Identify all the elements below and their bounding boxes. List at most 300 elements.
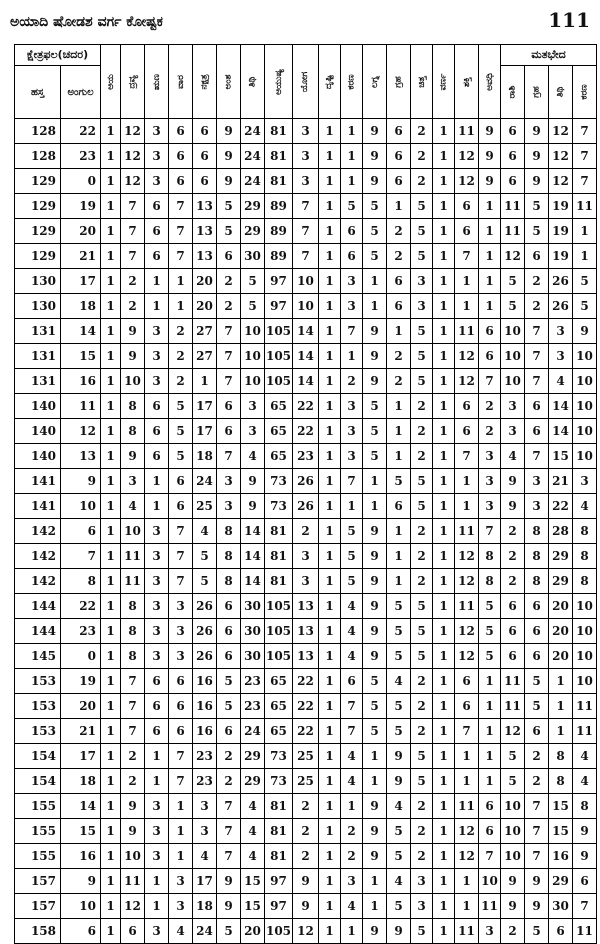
table-cell: 23 — [193, 769, 217, 794]
table-cell: 141 — [15, 469, 61, 494]
table-cell: 3 — [341, 444, 363, 469]
table-cell: 15 — [61, 344, 101, 369]
table-cell: 2 — [217, 294, 241, 319]
table-cell: 5 — [217, 669, 241, 694]
table-cell: 2 — [411, 569, 433, 594]
table-cell: 2 — [501, 519, 525, 544]
table-row — [15, 119, 597, 144]
table-cell: 1 — [433, 394, 455, 419]
table-cell: 9 — [217, 894, 241, 919]
table-cell: 29 — [241, 194, 265, 219]
table-cell: 81 — [265, 544, 293, 569]
table-cell: 1 — [433, 194, 455, 219]
table-cell: 2 — [217, 744, 241, 769]
table-cell: 24 — [193, 919, 217, 944]
table-cell: 9 — [363, 519, 387, 544]
table-cell: 3 — [241, 419, 265, 444]
table-cell: 7 — [169, 194, 193, 219]
table-row — [15, 494, 597, 519]
table-cell: 1 — [479, 719, 501, 744]
table-cell: 2 — [411, 119, 433, 144]
table-cell: 9 — [501, 894, 525, 919]
table-cell: 8 — [121, 619, 145, 644]
table-cell: 1 — [101, 844, 121, 869]
table-cell: 9 — [363, 819, 387, 844]
table-cell: 3 — [479, 494, 501, 519]
table-cell: 97 — [265, 269, 293, 294]
table-cell: 30 — [241, 594, 265, 619]
table-cell: 14 — [293, 369, 319, 394]
table-cell: 4 — [341, 619, 363, 644]
table-cell: 7 — [169, 769, 193, 794]
table-cell: 9 — [387, 744, 411, 769]
table-cell: 1 — [363, 469, 387, 494]
table-row — [15, 869, 597, 894]
table-cell: 97 — [265, 894, 293, 919]
table-cell: 4 — [573, 744, 597, 769]
table-cell: 1 — [101, 144, 121, 169]
table-cell: 6 — [145, 669, 169, 694]
table-cell: 3 — [121, 469, 145, 494]
table-cell: 12 — [455, 144, 479, 169]
table-cell: 5 — [525, 919, 549, 944]
table-cell: 9 — [525, 144, 549, 169]
table-cell: 10 — [573, 444, 597, 469]
table-cell: 10 — [241, 369, 265, 394]
table-cell: 1 — [433, 844, 455, 869]
table-cell: 7 — [341, 719, 363, 744]
table-cell: 1 — [319, 919, 341, 944]
table-cell: 9 — [241, 469, 265, 494]
table-cell: 7 — [341, 469, 363, 494]
table-cell: 5 — [341, 519, 363, 544]
table-row — [15, 544, 597, 569]
table-cell: 6 — [217, 419, 241, 444]
table-cell: 5 — [525, 194, 549, 219]
table-cell: 5 — [387, 894, 411, 919]
table-cell: 3 — [549, 344, 573, 369]
table-cell: 12 — [455, 569, 479, 594]
table-cell: 5 — [363, 394, 387, 419]
table-cell: 9 — [573, 844, 597, 869]
table-cell: 3 — [341, 419, 363, 444]
table-cell: 3 — [293, 569, 319, 594]
table-cell: 1 — [193, 369, 217, 394]
table-row — [15, 519, 597, 544]
table-cell: 30 — [241, 244, 265, 269]
table-cell: 3 — [293, 169, 319, 194]
table-cell: 4 — [341, 594, 363, 619]
table-cell: 18 — [61, 294, 101, 319]
table-cell: 7 — [217, 319, 241, 344]
table-cell: 1 — [101, 919, 121, 944]
table-cell: 1 — [101, 444, 121, 469]
table-row — [15, 394, 597, 419]
table-cell: 3 — [145, 594, 169, 619]
table-cell: 2 — [411, 519, 433, 544]
table-cell: 6 — [217, 394, 241, 419]
table-cell: 1 — [387, 419, 411, 444]
table-cell: 26 — [193, 619, 217, 644]
matabheda-group-header: ಮತಭೇದ — [501, 45, 597, 66]
table-cell: 1 — [455, 869, 479, 894]
table-cell: 22 — [293, 694, 319, 719]
table-cell: 13 — [61, 444, 101, 469]
table-cell: 12 — [549, 119, 573, 144]
table-cell: 4 — [121, 494, 145, 519]
table-cell: 1 — [319, 594, 341, 619]
table-cell: 12 — [501, 244, 525, 269]
table-row — [15, 269, 597, 294]
aayadi-table — [14, 44, 597, 944]
table-row — [15, 219, 597, 244]
table-cell: 1 — [145, 294, 169, 319]
table-cell: 12 — [455, 369, 479, 394]
table-cell: 5 — [387, 619, 411, 644]
table-cell: 18 — [193, 444, 217, 469]
table-cell: 1 — [101, 894, 121, 919]
table-cell: 5 — [363, 719, 387, 744]
table-cell: 3 — [169, 619, 193, 644]
table-cell: 154 — [15, 769, 61, 794]
table-cell: 1 — [455, 469, 479, 494]
table-cell: 1 — [319, 494, 341, 519]
table-cell: 16 — [193, 694, 217, 719]
table-cell: 7 — [217, 794, 241, 819]
table-cell: 16 — [61, 369, 101, 394]
table-cell: 3 — [169, 869, 193, 894]
table-cell: 5 — [501, 269, 525, 294]
table-cell: 17 — [193, 869, 217, 894]
table-cell: 5 — [363, 219, 387, 244]
table-cell: 128 — [15, 144, 61, 169]
table-body — [15, 119, 597, 944]
table-cell: 129 — [15, 219, 61, 244]
table-cell: 4 — [241, 794, 265, 819]
table-cell: 1 — [433, 244, 455, 269]
table-cell: 1 — [101, 319, 121, 344]
table-cell: 1 — [433, 819, 455, 844]
table-cell: 1 — [101, 719, 121, 744]
table-cell: 1 — [455, 294, 479, 319]
table-cell: 140 — [15, 444, 61, 469]
table-cell: 1 — [169, 294, 193, 319]
table-cell: 6 — [169, 469, 193, 494]
table-cell: 1 — [101, 869, 121, 894]
table-cell: 10 — [573, 369, 597, 394]
table-cell: 2 — [169, 319, 193, 344]
table-row — [15, 919, 597, 944]
table-cell: 17 — [193, 419, 217, 444]
table-cell: 1 — [479, 194, 501, 219]
table-cell: 2 — [387, 244, 411, 269]
table-cell: 19 — [61, 194, 101, 219]
table-cell: 6 — [455, 394, 479, 419]
table-cell: 1 — [101, 194, 121, 219]
table-cell: 2 — [411, 419, 433, 444]
table-cell: 6 — [145, 444, 169, 469]
table-cell: 1 — [319, 519, 341, 544]
table-cell: 8 — [217, 519, 241, 544]
table-cell: 1 — [341, 794, 363, 819]
table-cell: 7 — [479, 369, 501, 394]
table-cell: 9 — [217, 144, 241, 169]
table-cell: 9 — [387, 769, 411, 794]
table-cell: 7 — [525, 369, 549, 394]
table-row — [15, 769, 597, 794]
table-cell: 3 — [145, 794, 169, 819]
table-cell: 1 — [573, 244, 597, 269]
table-cell: 5 — [387, 644, 411, 669]
table-cell: 5 — [387, 844, 411, 869]
table-cell: 3 — [193, 819, 217, 844]
table-cell: 7 — [169, 744, 193, 769]
table-row — [15, 369, 597, 394]
table-cell: 5 — [411, 769, 433, 794]
table-cell: 24 — [193, 469, 217, 494]
table-cell: 9 — [573, 319, 597, 344]
table-cell: 8 — [121, 394, 145, 419]
table-cell: 9 — [363, 544, 387, 569]
table-cell: 1 — [455, 894, 479, 919]
table-cell: 16 — [61, 844, 101, 869]
table-cell: 2 — [411, 794, 433, 819]
table-cell: 7 — [169, 244, 193, 269]
table-cell: 7 — [217, 369, 241, 394]
table-cell: 1 — [479, 669, 501, 694]
table-cell: 1 — [433, 569, 455, 594]
table-cell: 20 — [549, 644, 573, 669]
table-cell: 1 — [319, 169, 341, 194]
table-cell: 4 — [241, 819, 265, 844]
table-cell: 12 — [61, 419, 101, 444]
table-row — [15, 294, 597, 319]
table-cell: 2 — [217, 269, 241, 294]
table-row — [15, 344, 597, 369]
table-cell: 12 — [121, 894, 145, 919]
table-cell: 26 — [293, 469, 319, 494]
table-cell: 1 — [341, 494, 363, 519]
table-cell: 3 — [193, 794, 217, 819]
table-cell: 4 — [341, 644, 363, 669]
table-cell: 7 — [217, 844, 241, 869]
table-cell: 4 — [193, 519, 217, 544]
table-cell: 10 — [121, 519, 145, 544]
table-cell: 3 — [411, 294, 433, 319]
table-cell: 1 — [169, 794, 193, 819]
table-cell: 3 — [145, 319, 169, 344]
table-cell: 3 — [145, 169, 169, 194]
table-cell: 29 — [241, 744, 265, 769]
table-cell: 3 — [341, 869, 363, 894]
table-cell: 1 — [433, 469, 455, 494]
table-cell: 6 — [341, 219, 363, 244]
table-cell: 22 — [293, 669, 319, 694]
table-cell: 6 — [145, 719, 169, 744]
table-cell: 1 — [433, 219, 455, 244]
table-cell: 9 — [363, 344, 387, 369]
table-cell: 12 — [455, 844, 479, 869]
table-cell: 24 — [241, 169, 265, 194]
table-cell: 9 — [363, 919, 387, 944]
table-cell: 1 — [433, 444, 455, 469]
table-cell: 13 — [193, 194, 217, 219]
table-cell: 131 — [15, 344, 61, 369]
table-cell: 1 — [341, 144, 363, 169]
table-cell: 6 — [121, 919, 145, 944]
table-cell: 5 — [411, 469, 433, 494]
table-cell: 6 — [525, 719, 549, 744]
table-cell: 9 — [525, 119, 549, 144]
table-cell: 65 — [265, 669, 293, 694]
table-cell: 6 — [387, 144, 411, 169]
table-cell: 18 — [193, 894, 217, 919]
table-cell: 1 — [319, 744, 341, 769]
table-cell: 6 — [145, 194, 169, 219]
table-cell: 9 — [363, 619, 387, 644]
table-cell: 140 — [15, 419, 61, 444]
table-cell: 7 — [121, 194, 145, 219]
table-cell: 2 — [293, 794, 319, 819]
table-cell: 6 — [501, 644, 525, 669]
table-cell: 7 — [169, 544, 193, 569]
table-cell: 1 — [101, 219, 121, 244]
table-cell: 3 — [145, 344, 169, 369]
table-cell: 11 — [455, 119, 479, 144]
table-cell: 24 — [241, 144, 265, 169]
table-cell: 1 — [319, 369, 341, 394]
table-cell: 2 — [411, 669, 433, 694]
table-cell: 142 — [15, 519, 61, 544]
table-cell: 128 — [15, 119, 61, 144]
table-cell: 6 — [525, 619, 549, 644]
table-cell: 73 — [265, 469, 293, 494]
table-cell: 22 — [61, 594, 101, 619]
table-cell: 153 — [15, 669, 61, 694]
table-cell: 9 — [363, 644, 387, 669]
table-cell: 17 — [193, 394, 217, 419]
table-cell: 1 — [479, 694, 501, 719]
table-cell: 5 — [193, 544, 217, 569]
table-cell: 89 — [265, 244, 293, 269]
table-cell: 157 — [15, 894, 61, 919]
table-cell: 1 — [433, 669, 455, 694]
table-cell: 81 — [265, 569, 293, 594]
table-row — [15, 419, 597, 444]
table-cell: 1 — [145, 869, 169, 894]
table-cell: 129 — [15, 244, 61, 269]
table-cell: 3 — [145, 844, 169, 869]
table-cell: 81 — [265, 819, 293, 844]
table-cell: 158 — [15, 919, 61, 944]
table-cell: 10 — [501, 819, 525, 844]
table-cell: 26 — [549, 269, 573, 294]
table-cell: 8 — [549, 769, 573, 794]
table-cell: 5 — [411, 919, 433, 944]
table-cell: 1 — [433, 144, 455, 169]
table-cell: 11 — [61, 394, 101, 419]
table-cell: 5 — [169, 444, 193, 469]
table-cell: 5 — [411, 319, 433, 344]
table-cell: 24 — [241, 719, 265, 744]
table-cell: 24 — [241, 119, 265, 144]
table-cell: 6 — [501, 594, 525, 619]
table-cell: 65 — [265, 419, 293, 444]
table-cell: 12 — [455, 344, 479, 369]
table-cell: 7 — [455, 719, 479, 744]
table-cell: 16 — [193, 719, 217, 744]
table-cell: 13 — [293, 594, 319, 619]
table-cell: 65 — [265, 394, 293, 419]
table-cell: 27 — [193, 319, 217, 344]
table-cell: 81 — [265, 519, 293, 544]
table-cell: 155 — [15, 794, 61, 819]
table-cell: 142 — [15, 569, 61, 594]
table-cell: 2 — [121, 269, 145, 294]
table-cell: 23 — [241, 694, 265, 719]
table-cell: 2 — [411, 844, 433, 869]
table-cell: 6 — [217, 644, 241, 669]
table-cell: 14 — [241, 569, 265, 594]
table-cell: 26 — [193, 594, 217, 619]
table-cell: 5 — [387, 719, 411, 744]
table-cell: 29 — [549, 544, 573, 569]
table-cell: 3 — [145, 144, 169, 169]
table-cell: 2 — [169, 344, 193, 369]
table-cell: 1 — [101, 544, 121, 569]
col-header-aya: ಆಯ — [101, 45, 121, 119]
table-cell: 130 — [15, 294, 61, 319]
table-cell: 7 — [525, 319, 549, 344]
table-cell: 1 — [319, 394, 341, 419]
col-header-nakshatra: ನಕ್ಷತ್ರ — [193, 45, 217, 119]
table-cell: 26 — [549, 294, 573, 319]
table-cell: 131 — [15, 369, 61, 394]
table-cell: 11 — [455, 519, 479, 544]
table-cell: 21 — [61, 244, 101, 269]
table-cell: 1 — [319, 294, 341, 319]
table-cell: 3 — [145, 919, 169, 944]
table-cell: 14 — [241, 544, 265, 569]
table-row — [15, 194, 597, 219]
table-cell: 89 — [265, 219, 293, 244]
table-cell: 6 — [573, 869, 597, 894]
table-cell: 8 — [525, 569, 549, 594]
table-cell: 8 — [121, 594, 145, 619]
table-cell: 23 — [193, 744, 217, 769]
table-cell: 7 — [573, 169, 597, 194]
table-cell: 1 — [433, 294, 455, 319]
table-cell: 1 — [433, 269, 455, 294]
table-cell: 6 — [525, 594, 549, 619]
table-row — [15, 794, 597, 819]
table-cell: 3 — [501, 394, 525, 419]
table-cell: 2 — [479, 394, 501, 419]
table-cell: 10 — [573, 619, 597, 644]
table-cell: 6 — [169, 494, 193, 519]
table-cell: 2 — [525, 769, 549, 794]
table-cell: 5 — [411, 194, 433, 219]
table-cell: 5 — [363, 244, 387, 269]
table-cell: 1 — [101, 344, 121, 369]
table-cell: 1 — [319, 544, 341, 569]
table-cell: 105 — [265, 319, 293, 344]
table-cell: 6 — [479, 794, 501, 819]
table-cell: 1 — [145, 269, 169, 294]
table-cell: 3 — [573, 469, 597, 494]
table-cell: 22 — [61, 119, 101, 144]
table-cell: 10 — [573, 419, 597, 444]
